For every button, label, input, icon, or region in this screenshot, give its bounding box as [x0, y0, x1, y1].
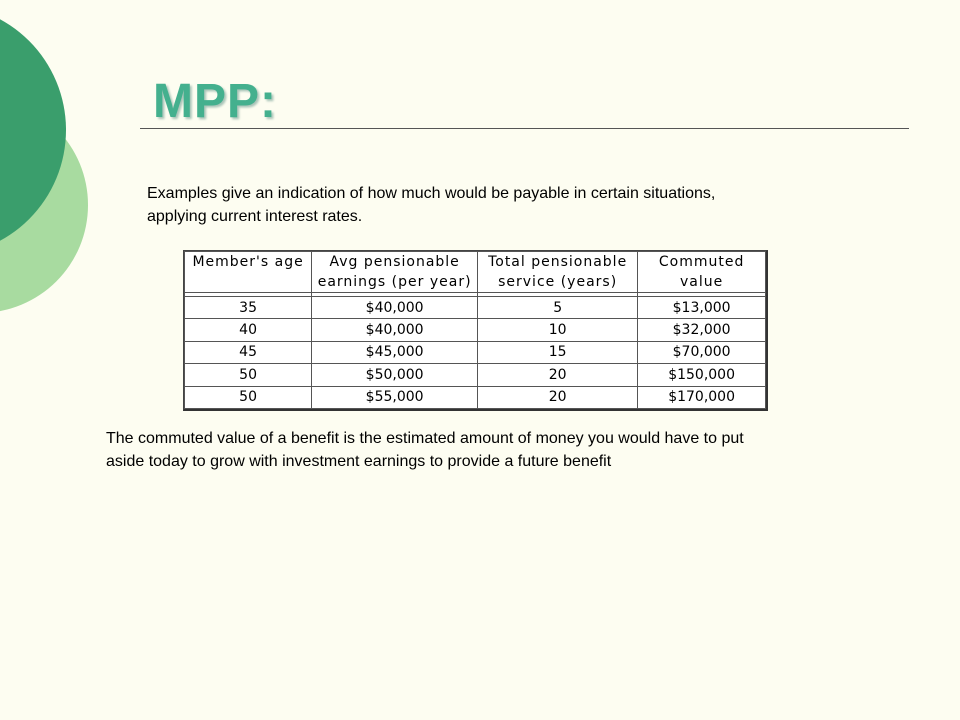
- table-row: [185, 364, 766, 386]
- decor-circles: [0, 0, 100, 345]
- header-cell: [185, 272, 312, 293]
- cell-age: 50: [185, 386, 312, 408]
- cell-commuted-value: $13,000: [638, 297, 766, 319]
- table-header-row: [185, 272, 766, 293]
- header-cell: Total pensionable: [478, 252, 638, 273]
- intro-paragraph: [147, 182, 867, 228]
- header-cell: value: [638, 272, 766, 293]
- cell-service: 5: [478, 297, 638, 319]
- table-row: [185, 297, 766, 319]
- cell-age: 50: [185, 364, 312, 386]
- cell-service: 20: [478, 386, 638, 408]
- header-cell: Commuted: [638, 252, 766, 273]
- cell-earnings: $40,000: [312, 319, 478, 341]
- table-row: [185, 341, 766, 363]
- header-cell: service (years): [478, 272, 638, 293]
- cell-service: 10: [478, 319, 638, 341]
- cell-service: 20: [478, 364, 638, 386]
- example-table-container: [183, 250, 768, 411]
- table-header-row: [185, 252, 766, 273]
- table-row: [185, 386, 766, 408]
- cell-earnings: $55,000: [312, 386, 478, 408]
- example-table: [184, 251, 766, 409]
- cell-age: 35: [185, 297, 312, 319]
- header-cell: Member's age: [185, 252, 312, 273]
- cell-earnings: $40,000: [312, 297, 478, 319]
- cell-commuted-value: $150,000: [638, 364, 766, 386]
- cell-commuted-value: $70,000: [638, 341, 766, 363]
- title-underline: [140, 128, 909, 129]
- cell-age: 40: [185, 319, 312, 341]
- intro-line: Examples give an indication of how much would be payable in certain situations,: [147, 185, 716, 202]
- cell-earnings: $45,000: [312, 341, 478, 363]
- intro-line: applying current interest rates.: [147, 208, 363, 225]
- header-cell: earnings (per year): [312, 272, 478, 293]
- table-row: [185, 319, 766, 341]
- cell-commuted-value: $170,000: [638, 386, 766, 408]
- header-cell: Avg pensionable: [312, 252, 478, 273]
- cell-commuted-value: $32,000: [638, 319, 766, 341]
- definition-line: The commuted value of a benefit is the estimated amount of money you would have to put: [106, 430, 744, 447]
- cell-earnings: $50,000: [312, 364, 478, 386]
- definition-paragraph: [106, 427, 876, 473]
- slide-title: MPP:: [153, 75, 277, 128]
- cell-service: 15: [478, 341, 638, 363]
- cell-age: 45: [185, 341, 312, 363]
- definition-line: aside today to grow with investment earnings to provide a future benefit: [106, 453, 612, 470]
